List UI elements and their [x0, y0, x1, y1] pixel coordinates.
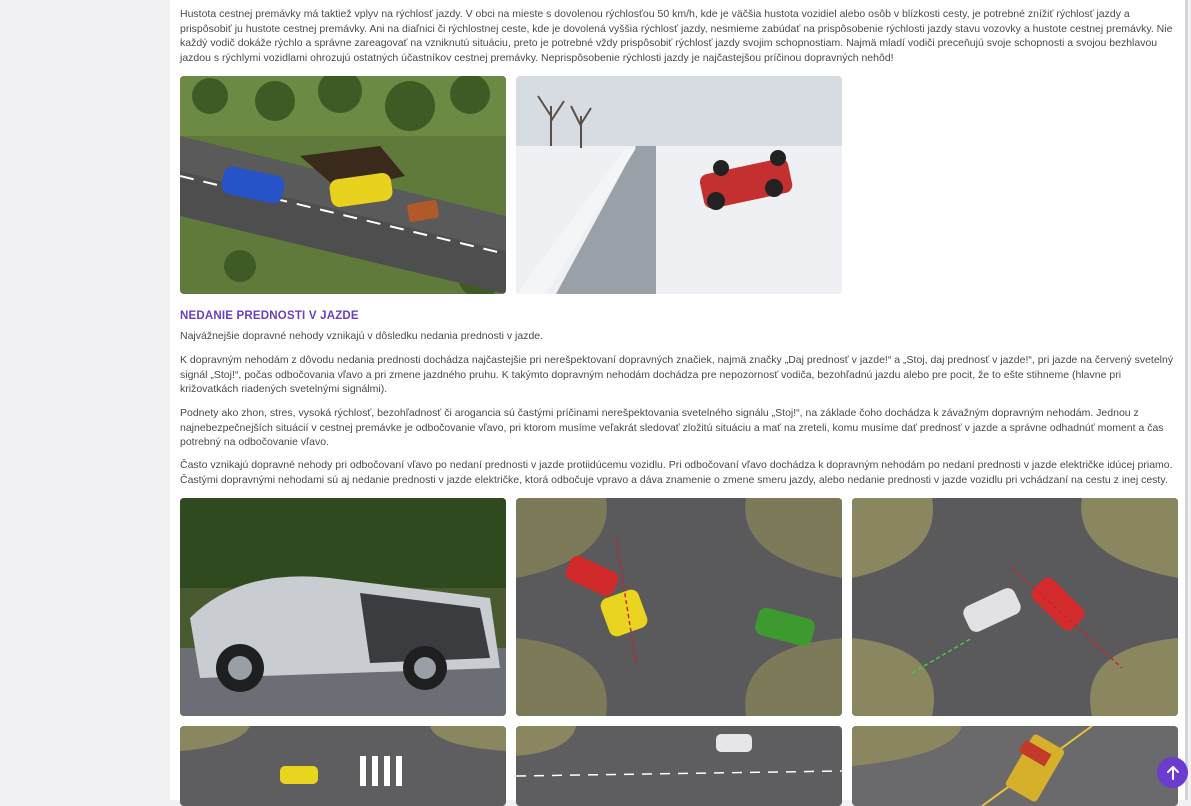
image-intersection-white-car — [516, 726, 842, 806]
article-page — [170, 0, 1188, 800]
paragraph-3: K dopravným nehodám z dôvodu nedania prednosti dochádza najčastejšie pri nerešpektovaní dopravných značiek, najmä značky „Daj prednosť v jazde!“ a „Stoj, daj prednosť v jazde!“, pri jazde na červený svetelný signál „Stoj!“, počas odbočovania vľavo a pri zmene jazdného pruhu. K takýmto dopravným nehodám dochádza pre nepozornosť vodiča, bezohľadnú jazdu alebo pre pocit, že to ešte stihneme (hlavne pri križovatkách riadených svetelnými signálmi). — [180, 354, 1174, 395]
image-intersection-left-turn — [516, 498, 842, 716]
image-crashed-car — [180, 498, 506, 716]
image-intersection-collision — [852, 498, 1178, 716]
paragraph-5: Často vznikajú dopravné nehody pri odbočovaní vľavo po nedaní prednosti v jazde protiidúcemu vozidlu. Pri odbočovaní vľavo dochádza k dopravným nehodám po nedaní prednosti v jazde električke idúcej priamo. Častými dopravnými nehodami sú aj nedanie prednosti v jazde električke, ktorá odbočuje vpravo a dáva znamenie o zmene smeru jazdy, alebo nedanie prednosti v jazde vozidlu pri vchádzaní na cestu z inej cesty. — [180, 459, 1173, 486]
section-heading: NEDANIE PREDNOSTI V JAZDE — [180, 310, 359, 322]
arrow-up-icon — [1166, 766, 1180, 780]
image-snow-accident — [516, 76, 842, 294]
scroll-to-top-button[interactable] — [1157, 757, 1188, 788]
page-scrollbar[interactable] — [1185, 0, 1188, 800]
image-crosswalk — [180, 726, 506, 806]
paragraph-4: Podnety ako zhon, stres, vysoká rýchlosť, bezohľadnosť či arogancia sú častými príčinami nerešpektovania svetelného signálu „Stoj!“, na základe čoho dochádza k závažným dopravným nehodám. Jednou z najnebezpečnejších situácií v cestnej premávke je odbočovanie vľavo, pri ktorom musíme veľakrát sledovať zložitú situáciu a mať na zreteli, komu musíme dať prednosť v jazde a správne odhadnúť moment a čas potrebný na odbočovanie vľavo. — [180, 407, 1164, 448]
paragraph-intro: Hustota cestnej premávky má taktiež vplyv na rýchlosť jazdy. V obci na mieste s dovolenou rýchlosťou 50 km/h, kde je väčšia hustota vozidiel alebo osôb v blízkosti cesty, je potrebné znížiť rýchlosť jazdy a prispôsobiť ju hustote cestnej premávky. Ani na diaľnici či rýchlostnej ceste, kde je dovolená vyššia rýchlosť jazdy, nesmieme zabúdať na prispôsobenie rýchlosti jazdy stavu vozovky a hustote cestnej premávky. Nie každý vodič dokáže rýchlo a správne zareagovať na vzniknutú situáciu, preto je potrebné vždy prispôsobiť rýchlosť jazdy svojim schopnostiam. Najmä mladí vodiči preceňujú svoje schopnosti a svojou bezhlavou jazdou s rýchlymi vozidlami ohrozujú ostatných účastníkov cestnej premávky. Neprispôsobenie rýchlosti jazdy je najčastejšou príčinou dopravných nehôd! — [180, 8, 1173, 64]
image-road-cars — [180, 76, 506, 294]
paragraph-2: Najvážnejšie dopravné nehody vznikajú v dôsledku nedania prednosti v jazde. — [180, 330, 544, 342]
image-tram — [852, 726, 1178, 806]
